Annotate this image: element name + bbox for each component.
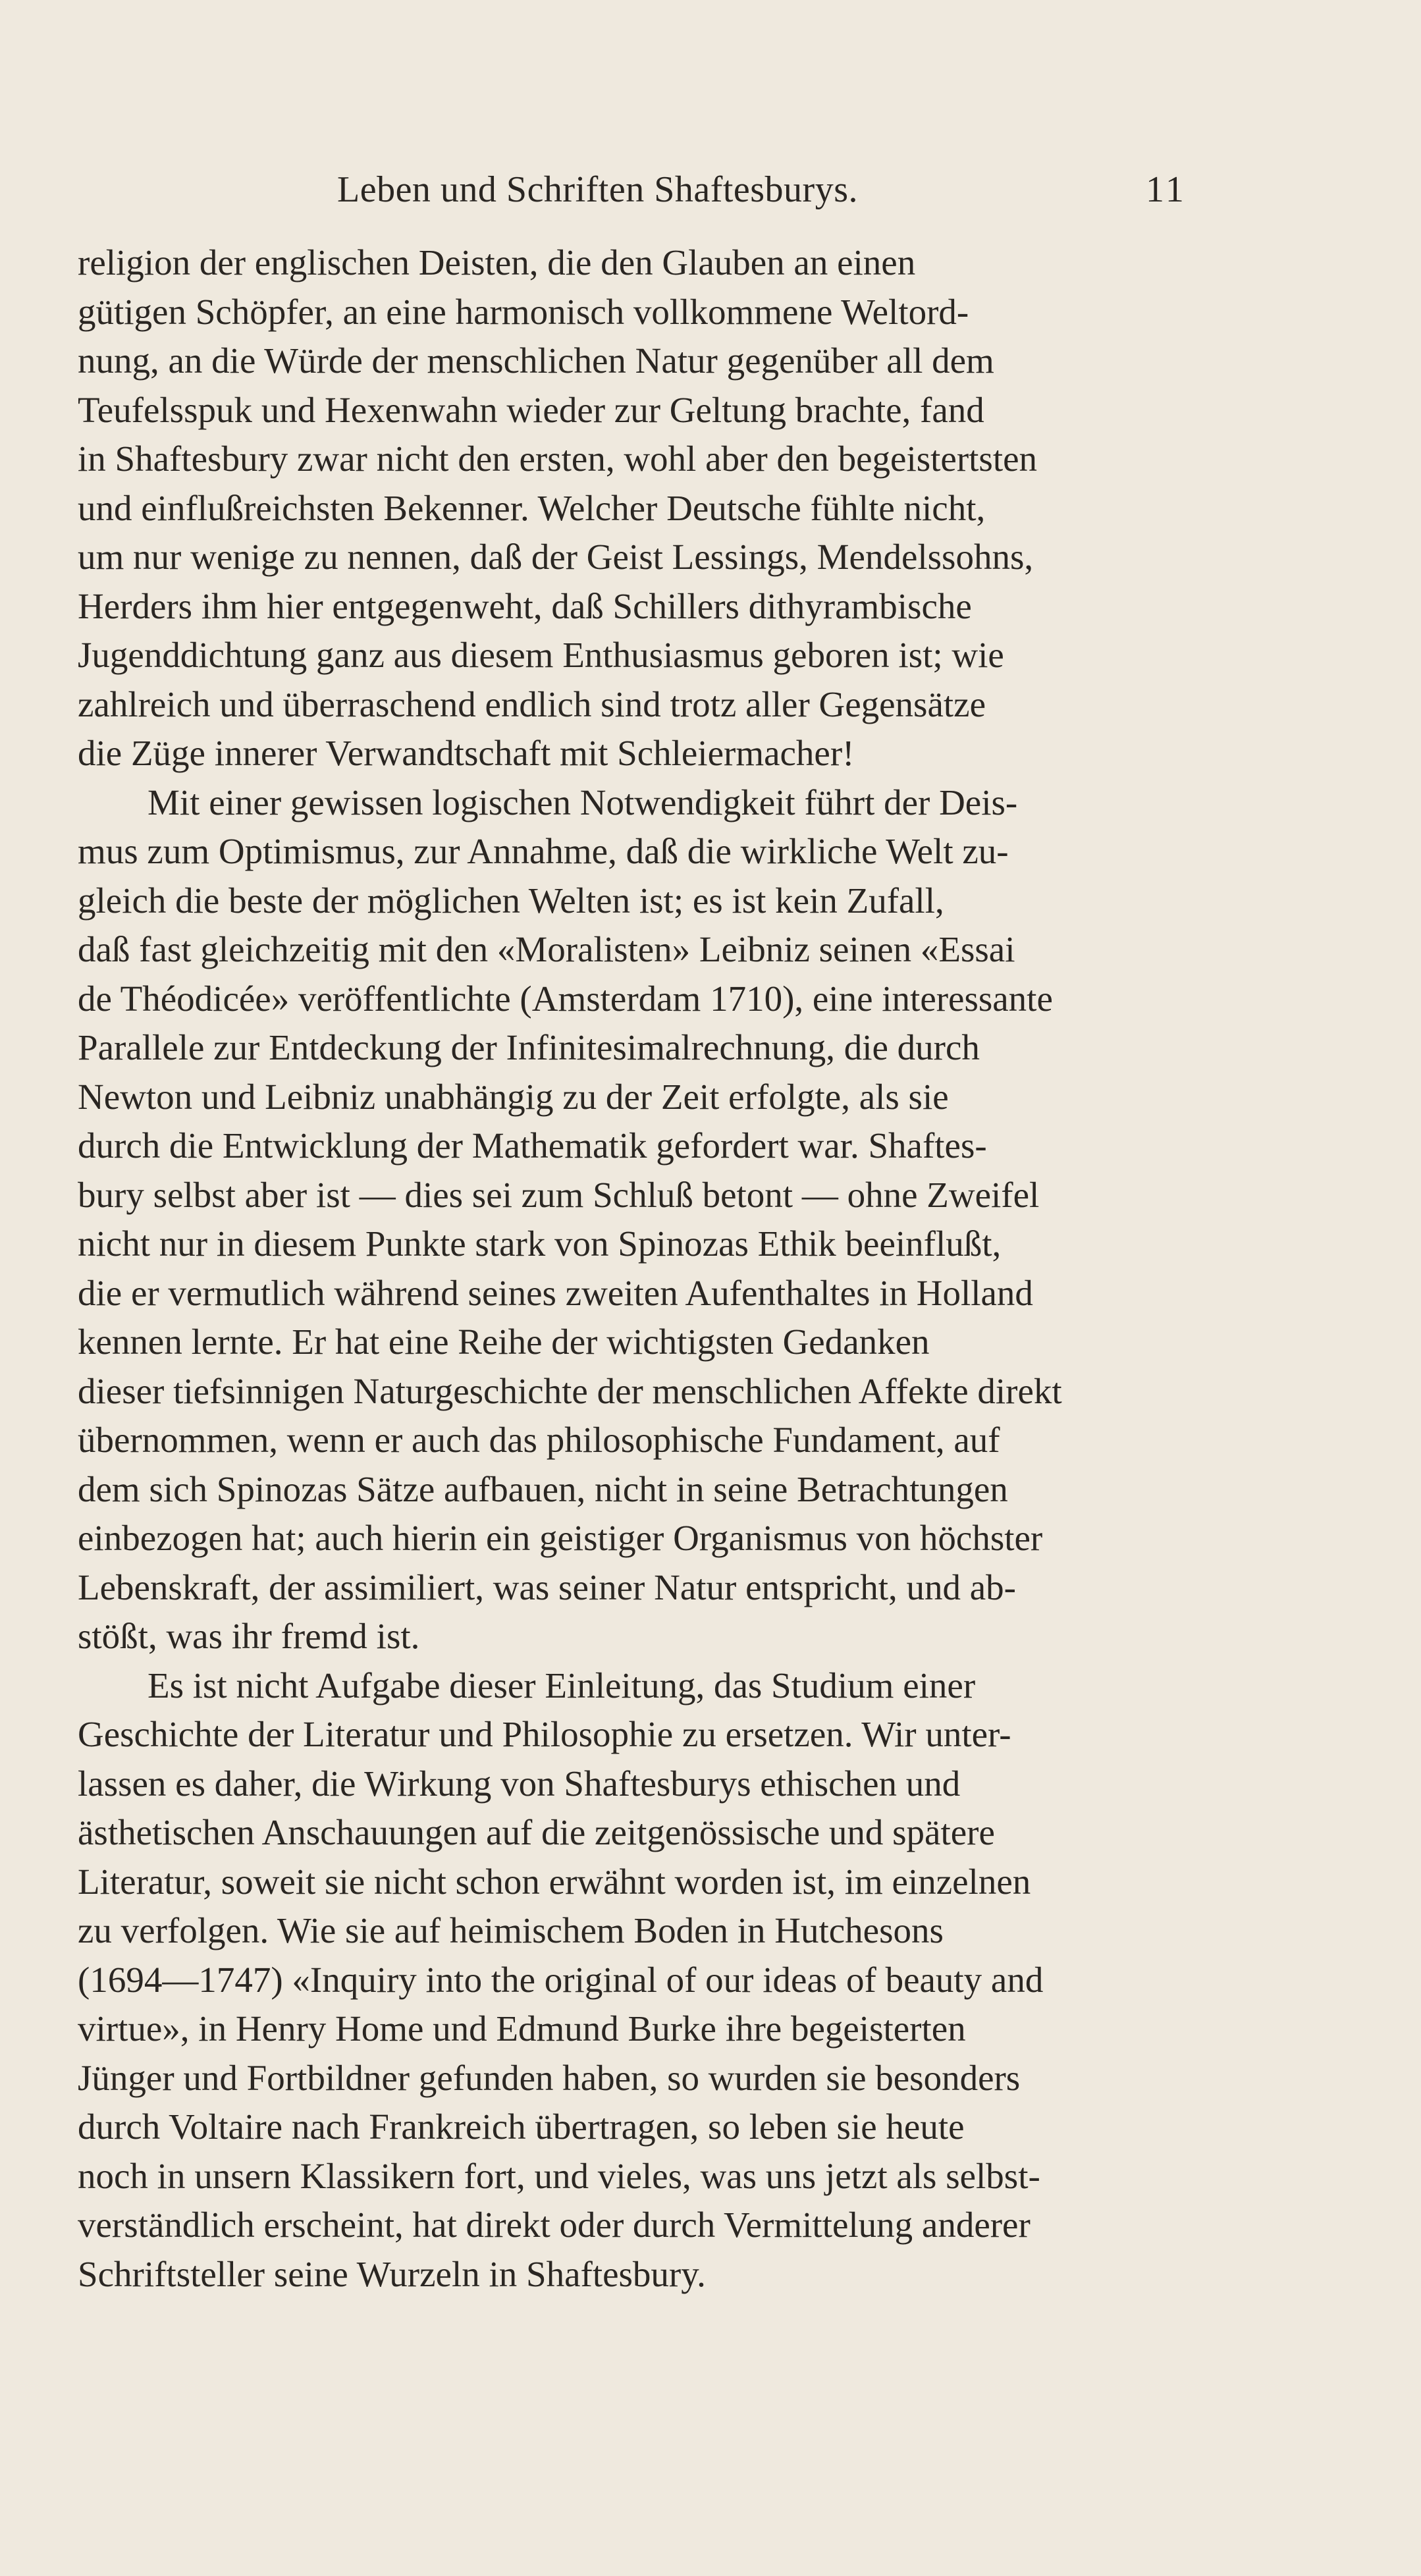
text-line: nung, an die Würde der menschlichen Natur gegenüber all dem [78,340,994,381]
text-line: Lebenskraft, der assimiliert, was seiner Natur entspricht, und ab- [78,1567,1016,1607]
text-line: Schriftsteller seine Wurzeln in Shaftesbury. [78,2253,706,2294]
text-line: dieser tiefsinnigen Naturgeschichte der menschlichen Affekte direkt [78,1370,1062,1411]
text-line: lassen es daher, die Wirkung von Shaftesburys ethischen und [78,1763,961,1804]
text-line: ästhetischen Anschauungen auf die zeitgenössische und spätere [78,1812,995,1852]
text-line: (1694—1747) «Inquiry into the original of our ideas of beauty and [78,1959,1044,2000]
text-line: nicht nur in diesem Punkte stark von Spinozas Ethik beeinflußt, [78,1223,1002,1264]
text-line: noch in unsern Klassikern fort, und vieles, was uns jetzt als selbst- [78,2155,1040,2196]
text-line: Newton und Leibniz unabhängig zu der Zeit erfolgte, als sie [78,1076,949,1117]
paragraph-start-line: Es ist nicht Aufgabe dieser Einleitung, das Studium einer [147,1665,976,1705]
text-line: Literatur, soweit sie nicht schon erwähnt worden ist, im einzelnen [78,1861,1031,1902]
text-line: de Théodicée» veröffentlichte (Amsterdam 1710), eine interessante [78,978,1053,1019]
text-line: einbezogen hat; auch hierin ein geistiger Organismus von höchster [78,1518,1043,1558]
text-line: religion der englischen Deisten, die den Glauben an einen [78,242,916,282]
text-line: zahlreich und überraschend endlich sind trotz aller Gegensätze [78,684,986,724]
paragraph-start-line: Mit einer gewissen logischen Notwendigkeit führt der Deis- [147,782,1018,822]
text-line: Teufelsspuk und Hexenwahn wieder zur Geltung brachte, fand [78,389,984,430]
text-line: gütigen Schöpfer, an eine harmonisch vollkommene Weltord- [78,291,969,332]
running-head [0,163,1421,216]
page-number: 11 [1146,169,1187,210]
text-line: Parallele zur Entdeckung der Infinitesimalrechnung, die durch [78,1027,980,1067]
text-line: zu verfolgen. Wie sie auf heimischem Boden in Hutchesons [78,1910,944,1950]
text-line: gleich die beste der möglichen Welten ist; es ist kein Zufall, [78,880,944,921]
text-line: daß fast gleichzeitig mit den «Moralisten» Leibniz seinen «Essai [78,929,1015,969]
text-line: übernommen, wenn er auch das philosophische Fundament, auf [78,1420,1000,1460]
text-line: Geschichte der Literatur und Philosophie zu ersetzen. Wir unter- [78,1714,1011,1754]
text-line: um nur wenige zu nennen, daß der Geist Lessings, Mendelssohns, [78,537,1034,577]
text-line: Herders ihm hier entgegenweht, daß Schillers dithyrambische [78,585,972,626]
text-line: die Züge innerer Verwandtschaft mit Schleiermacher! [78,733,855,773]
text-line: Jugenddichtung ganz aus diesem Enthusiasmus geboren ist; wie [78,635,1004,675]
text-line: kennen lernte. Er hat eine Reihe der wichtigsten Gedanken [78,1322,930,1362]
text-line: Jünger und Fortbildner gefunden haben, so wurden sie besonders [78,2057,1021,2098]
text-line: bury selbst aber ist — dies sei zum Schluß betont — ohne Zweifel [78,1174,1040,1215]
text-line: die er vermutlich während seines zweiten Aufenthaltes in Holland [78,1272,1033,1313]
body-text [78,238,1173,2299]
text-line: dem sich Spinozas Sätze aufbauen, nicht in seine Betrachtungen [78,1468,1008,1509]
running-title: Leben und Schriften Shaftesburys. [337,169,858,210]
text-line: mus zum Optimismus, zur Annahme, daß die wirkliche Welt zu- [78,831,1009,871]
text-line: stößt, was ihr fremd ist. [78,1616,420,1656]
text-line: durch Voltaire nach Frankreich übertragen, so leben sie heute [78,2106,965,2147]
text-line: virtue», in Henry Home und Edmund Burke ihre begeisterten [78,2008,966,2049]
text-line: in Shaftesbury zwar nicht den ersten, wohl aber den begeistertsten [78,439,1038,479]
text-line: und einflußreichsten Bekenner. Welcher Deutsche fühlte nicht, [78,487,986,528]
text-line: durch die Entwicklung der Mathematik gefordert war. Shaftes- [78,1125,987,1166]
text-line: verständlich erscheint, hat direkt oder durch Vermittelung anderer [78,2205,1031,2245]
